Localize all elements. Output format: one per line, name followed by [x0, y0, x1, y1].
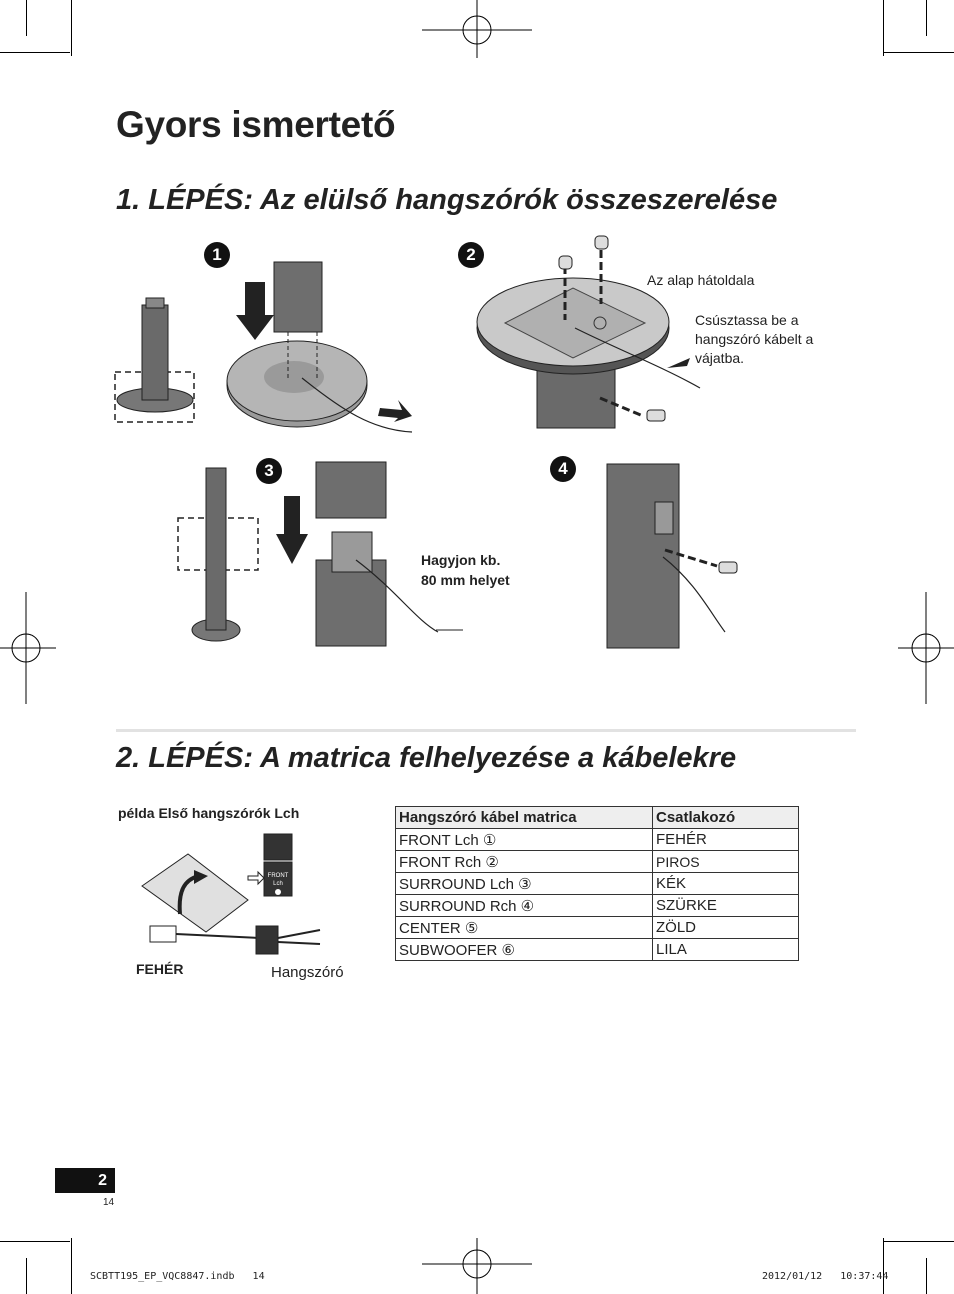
- cable-color-label: FEHÉR: [136, 961, 184, 977]
- crop-mark: [884, 52, 954, 53]
- table-cell: LILA: [653, 939, 799, 961]
- registration-mark-right: [898, 592, 954, 704]
- table-cell: FEHÉR: [653, 829, 799, 851]
- footer-timestamp: 2012/01/12 10:37:44: [762, 1271, 889, 1282]
- crop-mark: [883, 1238, 884, 1294]
- step1-heading: 1. LÉPÉS: Az elülső hangszórók összeszerelése: [116, 184, 778, 216]
- base-back-label: Az alap hátoldala: [647, 272, 755, 288]
- crop-mark: [926, 0, 927, 36]
- table-row: [396, 939, 799, 961]
- crop-mark: [26, 0, 27, 36]
- table-cell: SURROUND Lch ③: [396, 873, 653, 895]
- registration-mark-top: [422, 0, 532, 60]
- leave-space-label-1: Hagyjon kb.: [421, 552, 501, 568]
- page-title: Gyors ismertető: [116, 104, 396, 145]
- slide-cable-label-2: hangszóró kábelt a: [695, 331, 814, 347]
- step-badge-3: 3: [256, 458, 282, 484]
- footer-filename: SCBTT195_EP_VQC8847.indb 14: [90, 1271, 265, 1282]
- crop-mark: [26, 1258, 27, 1294]
- sticker-table: [395, 806, 799, 961]
- step-badge-1: 1: [204, 242, 230, 268]
- table-header: Hangszóró kábel matrica: [396, 807, 653, 829]
- table-header-row: [396, 807, 799, 829]
- table-cell: SZÜRKE: [653, 895, 799, 917]
- slide-cable-label-3: vájatba.: [695, 350, 745, 366]
- step-badge-4: 4: [550, 456, 576, 482]
- table-cell: PIROS: [653, 851, 799, 873]
- crop-mark: [883, 0, 884, 56]
- table-cell: SURROUND Rch ④: [396, 895, 653, 917]
- example-label: példa Első hangszórók Lch: [118, 805, 300, 821]
- sticker-illustration: [140, 830, 340, 960]
- table-row: [396, 895, 799, 917]
- table-cell: CENTER ⑤: [396, 917, 653, 939]
- step2-heading: 2. LÉPÉS: A matrica felhelyezése a kábelekre: [116, 742, 737, 774]
- table-row: [396, 851, 799, 873]
- leave-space-label-2: 80 mm helyet: [421, 572, 510, 588]
- table-cell: ZÖLD: [653, 917, 799, 939]
- crop-mark: [0, 1241, 70, 1242]
- table-row: [396, 917, 799, 939]
- illustration-step2: [475, 228, 715, 428]
- table-cell: FRONT Rch ②: [396, 851, 653, 873]
- registration-mark-left: [0, 592, 56, 704]
- table-row: [396, 829, 799, 851]
- table-header: Csatlakozó: [653, 807, 799, 829]
- page-number: 2: [55, 1168, 115, 1193]
- sticker-lch-text: Lch: [273, 881, 283, 887]
- table-cell: FRONT Lch ①: [396, 829, 653, 851]
- page-sub-number: 14: [103, 1197, 115, 1208]
- illustration-step4: [605, 462, 755, 652]
- crop-mark: [884, 1241, 954, 1242]
- table-cell: SUBWOOFER ⑥: [396, 939, 653, 961]
- illustration-step1: [112, 260, 422, 440]
- section-divider: [116, 729, 856, 732]
- crop-mark: [0, 52, 70, 53]
- speaker-label: Hangszóró: [271, 964, 344, 981]
- step-badge-2: 2: [458, 242, 484, 268]
- sticker-front-text: FRONT: [267, 873, 289, 879]
- registration-mark-bottom: [422, 1238, 532, 1294]
- table-row: [396, 873, 799, 895]
- slide-cable-label-1: Csúsztassa be a: [695, 312, 799, 328]
- crop-mark: [71, 1238, 72, 1294]
- crop-mark: [71, 0, 72, 56]
- table-cell: KÉK: [653, 873, 799, 895]
- crop-mark: [926, 1258, 927, 1294]
